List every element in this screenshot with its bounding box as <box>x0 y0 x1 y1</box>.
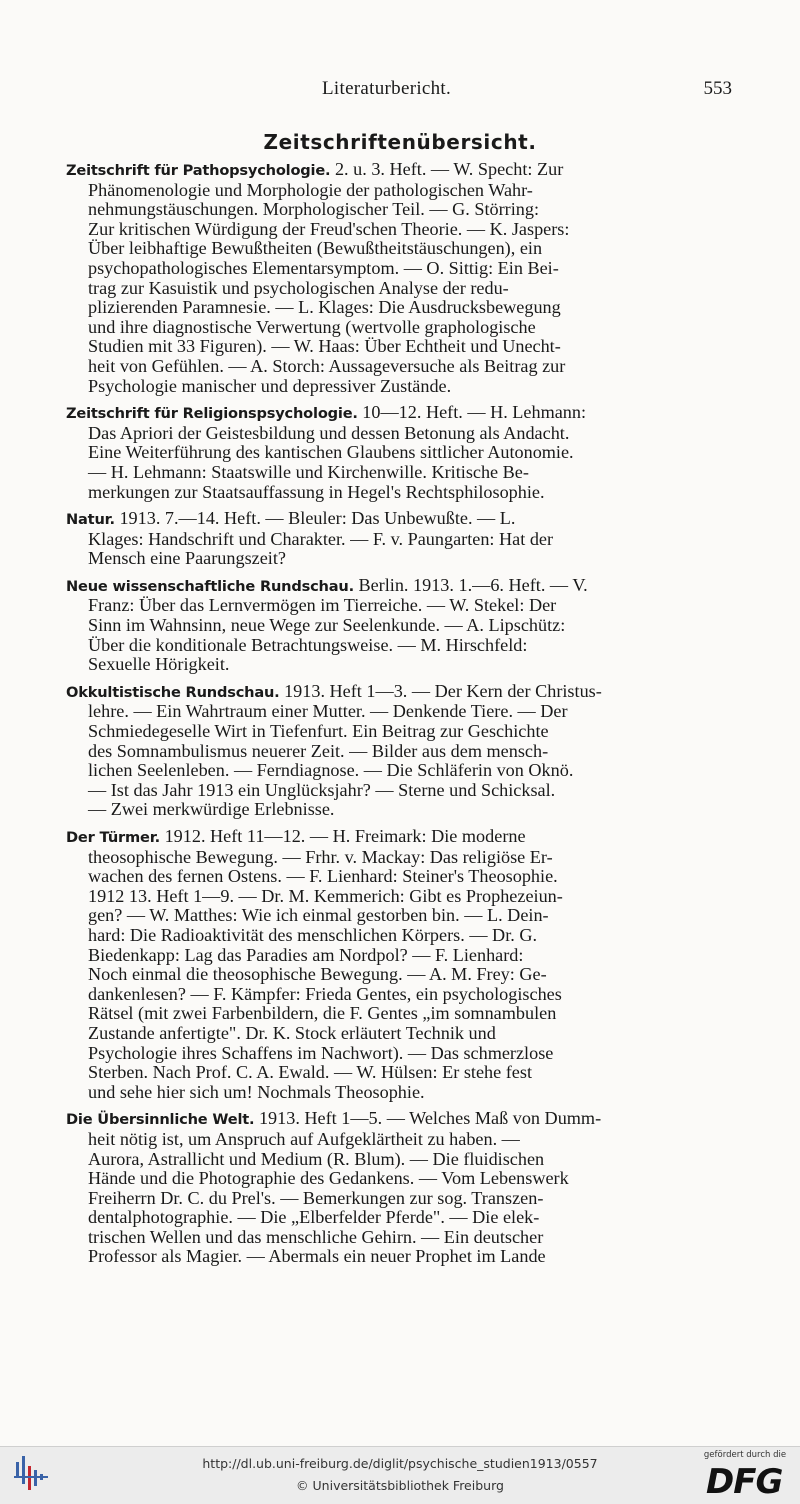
entry-line: Rätsel (mit zwei Farbenbildern, die F. Gentes „im somnambulen <box>88 1003 557 1024</box>
document-url-link[interactable]: http://dl.ub.uni-freiburg.de/diglit/psychische_studien1913/0557 <box>202 1456 598 1471</box>
entry-line <box>66 160 729 181</box>
entry-line: Aurora, Astrallicht und Medium (R. Blum). — Die fluidischen <box>88 1148 545 1169</box>
viewer-footer <box>0 1446 800 1504</box>
entry-line: Psychologie manischer und depressiver Zustände. <box>88 375 452 396</box>
entry-line: Biedenkapp: Lag das Paradies am Nordpol? — F. Lienhard: <box>88 944 524 965</box>
entry-line: Sinn im Wahnsinn, neue Wege zur Seelenkunde. — A. Lipschütz: <box>88 615 566 636</box>
entry-line: Sterben. Nach Prof. C. A. Ewald. — W. Hülsen: Er stehe fest <box>88 1062 533 1083</box>
journal-entry <box>66 1108 729 1267</box>
entry-line: trischen Wellen und das menschliche Gehirn. — Ein deutscher <box>88 1226 544 1247</box>
entry-line <box>66 827 729 848</box>
entry-text: 1913. Heft 1—3. — Der Kern der Christus- <box>279 680 602 701</box>
entry-line: Studien mit 33 Figuren). — W. Haas: Über Echtheit und Unecht- <box>88 336 561 357</box>
entry-line: Schmiedegeselle Wirt in Tiefenfurt. Ein Beitrag zur Geschichte <box>88 721 549 742</box>
entry-text: 1912. Heft 11—12. — H. Freimark: Die moderne <box>160 826 526 846</box>
journal-name: Der Türmer. <box>66 829 161 846</box>
journal-entries <box>66 159 729 1274</box>
entry-line: Über leibhaftige Bewußtheiten (Bewußtheitstäuschungen), ein <box>88 238 543 259</box>
journal-name: Okkultistische Rundschau. <box>66 683 280 701</box>
entry-line: trag zur Kasuistik und psychologischen Analyse der redu- <box>88 277 509 298</box>
entry-line: Klages: Handschrift und Charakter. — F. v. Paungarten: Hat der <box>88 528 554 549</box>
entry-line: Psychologie ihres Schaffens im Nachwort). — Das schmerzlose <box>88 1042 554 1063</box>
entry-line: Zustande anfertigte". Dr. K. Stock erläutert Technik und <box>88 1022 496 1043</box>
journal-entry <box>66 574 729 675</box>
entry-line: — Ist das Jahr 1913 ein Unglücksjahr? — Sterne und Schicksal. <box>88 779 556 800</box>
entry-line: plizierenden Paramnesie. — L. Klages: Die Ausdrucksbewegung <box>88 297 561 318</box>
copyright-notice: © Universitätsbibliothek Freiburg <box>296 1478 504 1493</box>
entry-line: dentalphotographie. — Die „Elberfelder Pferde". — Die elek- <box>88 1207 540 1228</box>
entry-line: heit von Gefühlen. — A. Storch: Aussageversuche als Beitrag zur <box>88 355 566 376</box>
entry-line: Freiherrn Dr. C. du Prel's. — Bemerkungen zur sog. Transzen- <box>88 1187 544 1208</box>
section-title: Zeitschriftenübersicht. <box>263 130 537 154</box>
entry-line: Zur kritischen Würdigung der Freud'schen Theorie. — K. Jaspers: <box>88 218 570 239</box>
entry-line: hard: Die Radioaktivität des menschlichen Körpers. — Dr. G. <box>88 924 538 945</box>
entry-line: und sehe hier sich um! Nochmals Theosophie. <box>88 1081 425 1102</box>
entry-line: lehre. — Ein Wahrtraum einer Mutter. — Denkende Tiere. — Der <box>88 701 568 722</box>
page-number: 553 <box>703 78 732 99</box>
entry-line: theosophische Bewegung. — Frhr. v. Mackay: Das religiöse Er- <box>88 846 553 867</box>
entry-line: gen? — W. Matthes: Wie ich einmal gestorben bin. — L. Dein- <box>88 905 549 926</box>
entry-line: Noch einmal die theosophische Bewegung. — A. M. Frey: Ge- <box>88 964 547 985</box>
entry-line: des Somnambulismus neuerer Zeit. — Bilder aus dem mensch- <box>88 740 549 761</box>
footer-divider <box>0 1446 800 1447</box>
funding-note: gefördert durch die <box>703 1450 787 1460</box>
svg-text:DFG: DFG <box>706 1462 783 1497</box>
entry-line: Sexuelle Hörigkeit. <box>88 654 230 675</box>
entry-line: Eine Weiterführung des kantischen Glaubens sittlicher Autonomie. <box>88 442 574 463</box>
entry-text: 10—12. Heft. — H. Lehmann: <box>357 402 587 423</box>
entry-line: nehmungstäuschungen. Morphologischer Teil. — G. Störring: <box>88 199 540 220</box>
entry-line: psychopathologisches Elementarsymptom. — O. Sittig: Ein Bei- <box>88 257 559 278</box>
journal-name: Natur. <box>66 511 115 529</box>
entry-line: Das Apriori der Geistesbildung und dessen Betonung als Andacht. <box>88 422 570 443</box>
entry-line <box>66 1109 729 1130</box>
journal-name: Zeitschrift für Pathopsychologie. <box>66 162 331 179</box>
entry-line: lichen Seelenleben. — Ferndiagnose. — Die Schläferin von Oknö. <box>88 760 574 781</box>
entry-line <box>66 403 729 424</box>
journal-entry <box>66 826 729 1102</box>
entry-line: — Zwei merkwürdige Erlebnisse. <box>88 799 335 820</box>
entry-text: 1913. Heft 1—5. — Welches Maß von Dumm- <box>254 1108 602 1129</box>
entry-line: Über die konditionale Betrachtungsweise. — M. Hirschfeld: <box>88 634 528 655</box>
entry-line <box>66 576 729 597</box>
entry-line <box>66 682 729 703</box>
dfg-logo-icon <box>704 1461 786 1497</box>
journal-name: Neue wissenschaftliche Rundschau. <box>66 577 354 595</box>
entry-line: Franz: Über das Lernvermögen im Tierreiche. — W. Stekel: Der <box>88 595 557 616</box>
journal-entry <box>66 159 729 396</box>
page-header <box>60 78 732 104</box>
entry-line <box>66 509 729 530</box>
entry-line: Hände und die Photographie des Gedankens. — Vom Lebenswerk <box>88 1168 569 1189</box>
journal-entry <box>66 680 729 820</box>
entry-line: 1912 13. Heft 1—9. — Dr. M. Kemmerich: Gibt es Prophezeiun- <box>88 885 563 906</box>
journal-name: Die Übersinnliche Welt. <box>66 1111 255 1129</box>
entry-line: — H. Lehmann: Staatswille und Kirchenwille. Kritische Be- <box>88 461 529 482</box>
entry-text: Berlin. 1913. 1.—6. Heft. — V. <box>353 574 588 595</box>
entry-text: 2. u. 3. Heft. — W. Specht: Zur <box>330 159 564 179</box>
entry-line: und ihre diagnostische Verwertung (wertvolle graphologische <box>88 316 536 337</box>
journal-entry <box>66 402 729 502</box>
entry-line: Phänomenologie und Morphologie der pathologischen Wahr- <box>88 179 533 200</box>
entry-text: 1913. 7.—14. Heft. — Bleuler: Das Unbewußte. — L. <box>114 508 516 529</box>
entry-line: Mensch eine Paarungszeit? <box>88 548 286 569</box>
journal-entry <box>66 508 729 569</box>
running-title: Literaturbericht. <box>322 78 452 99</box>
entry-line: merkungen zur Staatsauffassung in Hegel's Rechtsphilosophie. <box>88 481 545 502</box>
entry-line: dankenlesen? — F. Kämpfer: Frieda Gentes, ein psychologisches <box>88 983 562 1004</box>
journal-name: Zeitschrift für Religionspsychologie. <box>66 405 358 423</box>
entry-line: wachen des fernen Ostens. — F. Lienhard: Steiner's Theosophie. <box>88 866 558 887</box>
entry-line: heit nötig ist, um Anspruch auf Aufgeklärtheit zu haben. — <box>88 1128 520 1149</box>
entry-line: Professor als Magier. — Abermals ein neuer Prophet im Lande <box>88 1246 546 1267</box>
